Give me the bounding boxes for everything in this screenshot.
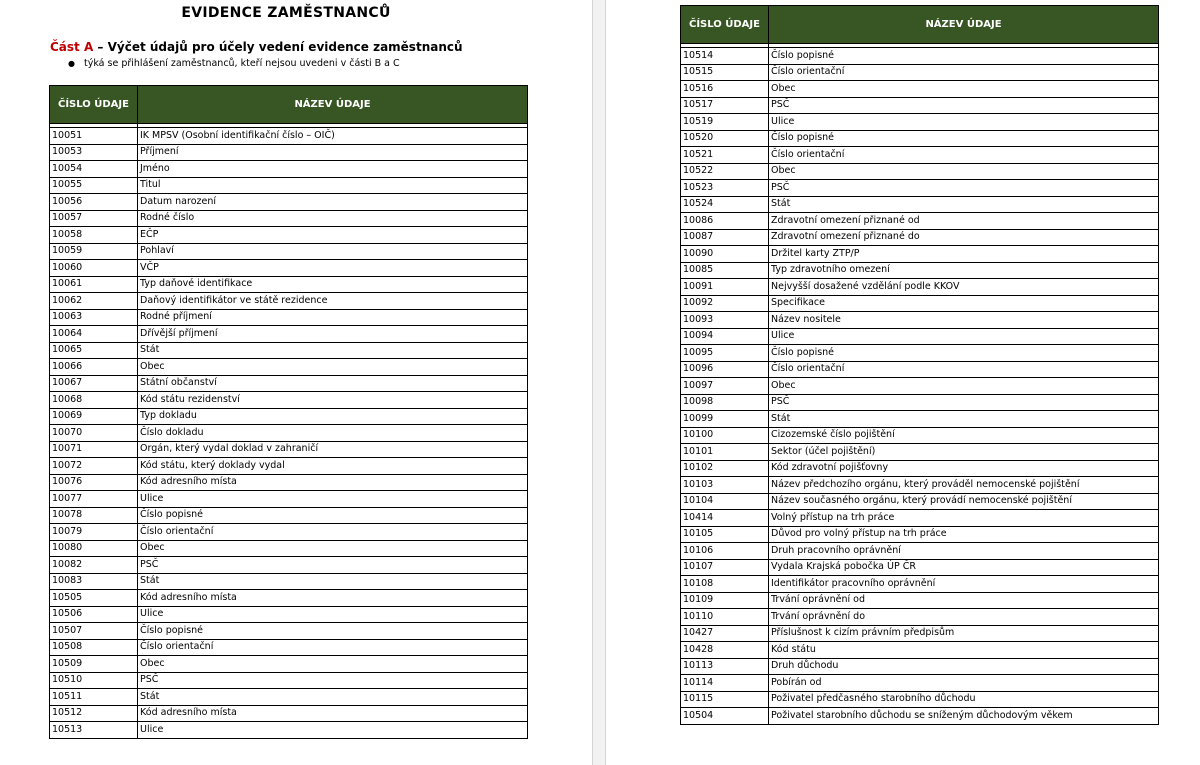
item-name: Stát (138, 689, 528, 706)
item-code: 10102 (681, 460, 769, 477)
table-row (681, 295, 1159, 312)
table-header-row (50, 86, 528, 124)
page-gutter (592, 0, 606, 765)
item-code: 10513 (50, 722, 138, 739)
item-name: Číslo popisné (138, 507, 528, 524)
item-code: 10427 (681, 625, 769, 642)
table-row (50, 573, 528, 590)
page-left (0, 0, 592, 765)
item-code: 10080 (50, 540, 138, 557)
item-code: 10067 (50, 375, 138, 392)
table-row (50, 392, 528, 409)
item-name: Kód státu, který doklady vydal (138, 458, 528, 475)
item-name: Obec (769, 378, 1159, 395)
item-code: 10103 (681, 477, 769, 494)
item-code: 10076 (50, 474, 138, 491)
item-code: 10092 (681, 295, 769, 312)
table-row (681, 97, 1159, 114)
table-row (681, 576, 1159, 593)
item-name: Sektor (účel pojištění) (769, 444, 1159, 461)
table-row (681, 394, 1159, 411)
item-name: Číslo orientační (769, 64, 1159, 81)
table-row (681, 427, 1159, 444)
item-name: Ulice (138, 722, 528, 739)
item-code: 10428 (681, 642, 769, 659)
item-code: 10066 (50, 359, 138, 376)
table-row (681, 625, 1159, 642)
item-code: 10082 (50, 557, 138, 574)
table-body-right (681, 44, 1159, 725)
item-name: Název současného orgánu, který provádí nemocenské pojištění (769, 493, 1159, 510)
table-row (50, 606, 528, 623)
table-row (681, 246, 1159, 263)
item-code: 10509 (50, 656, 138, 673)
table-row (50, 672, 528, 689)
table-row (681, 526, 1159, 543)
item-name: Kód zdravotní pojišťovny (769, 460, 1159, 477)
item-code: 10104 (681, 493, 769, 510)
item-code: 10523 (681, 180, 769, 197)
item-code: 10106 (681, 543, 769, 560)
bullet-note (68, 58, 400, 69)
item-code: 10504 (681, 708, 769, 725)
table-row (50, 425, 528, 442)
table-row (681, 48, 1159, 65)
table-row (50, 375, 528, 392)
item-name: Dřívější příjmení (138, 326, 528, 343)
table-row (681, 708, 1159, 725)
item-code: 10516 (681, 81, 769, 98)
table-row (681, 378, 1159, 395)
column-header-name: NÁZEV ÚDAJE (769, 6, 1159, 44)
item-name: Nejvyšší dosažené vzdělání podle KKOV (769, 279, 1159, 296)
item-code: 10521 (681, 147, 769, 164)
table-part-a (49, 85, 528, 739)
table-row (681, 493, 1159, 510)
item-code: 10520 (681, 130, 769, 147)
table-row (681, 81, 1159, 98)
item-name: Ulice (138, 491, 528, 508)
table-row (50, 293, 528, 310)
item-code: 10054 (50, 161, 138, 178)
item-code: 10095 (681, 345, 769, 362)
table-row (50, 326, 528, 343)
table-row (50, 227, 528, 244)
item-name: Stát (769, 196, 1159, 213)
item-name: Rodné příjmení (138, 309, 528, 326)
table-row (50, 359, 528, 376)
table-row (50, 722, 528, 739)
table-row (681, 180, 1159, 197)
item-name: Příjmení (138, 144, 528, 161)
table-row (681, 411, 1159, 428)
item-name: Číslo popisné (769, 48, 1159, 65)
item-code: 10114 (681, 675, 769, 692)
table-row (50, 177, 528, 194)
section-label: Část A (50, 40, 94, 54)
table-row (50, 243, 528, 260)
table-row (681, 592, 1159, 609)
item-name: Důvod pro volný přístup na trh práce (769, 526, 1159, 543)
item-code: 10063 (50, 309, 138, 326)
item-code: 10064 (50, 326, 138, 343)
table-row (50, 128, 528, 145)
item-name: Datum narození (138, 194, 528, 211)
table-row (681, 477, 1159, 494)
item-name: Číslo dokladu (138, 425, 528, 442)
item-name: Obec (769, 163, 1159, 180)
table-row (681, 642, 1159, 659)
item-code: 10071 (50, 441, 138, 458)
item-name: Kód adresního místa (138, 590, 528, 607)
item-name: Typ daňové identifikace (138, 276, 528, 293)
table-row (50, 507, 528, 524)
item-code: 10101 (681, 444, 769, 461)
section-heading (50, 40, 463, 54)
item-code: 10107 (681, 559, 769, 576)
item-code: 10512 (50, 705, 138, 722)
table-row (681, 658, 1159, 675)
item-name: Stát (138, 342, 528, 359)
item-name: Číslo orientační (138, 524, 528, 541)
item-code: 10505 (50, 590, 138, 607)
item-code: 10522 (681, 163, 769, 180)
table-header-row (681, 6, 1159, 44)
item-code: 10061 (50, 276, 138, 293)
item-name: Číslo orientační (769, 147, 1159, 164)
table-row (681, 213, 1159, 230)
table-row (681, 510, 1159, 527)
table-row (681, 147, 1159, 164)
item-name: Název nositele (769, 312, 1159, 329)
item-name: EČP (138, 227, 528, 244)
table-row (50, 705, 528, 722)
item-code: 10059 (50, 243, 138, 260)
item-name: PSČ (769, 394, 1159, 411)
table-row (50, 144, 528, 161)
item-code: 10515 (681, 64, 769, 81)
table-row (50, 557, 528, 574)
table-row (681, 543, 1159, 560)
item-code: 10068 (50, 392, 138, 409)
item-name: Státní občanství (138, 375, 528, 392)
item-name: Ulice (769, 328, 1159, 345)
item-code: 10065 (50, 342, 138, 359)
item-code: 10086 (681, 213, 769, 230)
item-code: 10056 (50, 194, 138, 211)
item-code: 10078 (50, 507, 138, 524)
table-row (50, 590, 528, 607)
table-row (50, 524, 528, 541)
item-name: Daňový identifikátor ve státě rezidence (138, 293, 528, 310)
item-name: Číslo popisné (769, 345, 1159, 362)
item-name: Ulice (769, 114, 1159, 131)
item-code: 10055 (50, 177, 138, 194)
item-name: Identifikátor pracovního oprávnění (769, 576, 1159, 593)
item-name: Kód státu (769, 642, 1159, 659)
item-name: Číslo popisné (769, 130, 1159, 147)
table-row (50, 194, 528, 211)
item-code: 10093 (681, 312, 769, 329)
item-name: PSČ (769, 97, 1159, 114)
bullet-text: týká se přihlášení zaměstnanců, kteří nejsou uvedeni v části B a C (84, 58, 400, 69)
table-body-left (50, 124, 528, 739)
item-name: Orgán, který vydal doklad v zahraničí (138, 441, 528, 458)
section-title: Výčet údajů pro účely vedení evidence zaměstnanců (107, 40, 463, 54)
table-row (50, 458, 528, 475)
item-code: 10062 (50, 293, 138, 310)
item-name: Druh pracovního oprávnění (769, 543, 1159, 560)
table-row (50, 408, 528, 425)
table-row (50, 540, 528, 557)
item-code: 10524 (681, 196, 769, 213)
item-name: PSČ (138, 672, 528, 689)
item-name: PSČ (769, 180, 1159, 197)
table-row (681, 64, 1159, 81)
item-code: 10510 (50, 672, 138, 689)
item-name: Typ dokladu (138, 408, 528, 425)
item-name: Vydala Krajská pobočka ÚP ČR (769, 559, 1159, 576)
item-name: Pohlaví (138, 243, 528, 260)
item-code: 10072 (50, 458, 138, 475)
table-row (50, 491, 528, 508)
item-code: 10113 (681, 658, 769, 675)
item-code: 10110 (681, 609, 769, 626)
item-code: 10517 (681, 97, 769, 114)
table-row (681, 675, 1159, 692)
item-name: Volný přístup na trh práce (769, 510, 1159, 527)
table-row (681, 229, 1159, 246)
table-row (50, 474, 528, 491)
item-code: 10090 (681, 246, 769, 263)
item-code: 10091 (681, 279, 769, 296)
item-name: Zdravotní omezení přiznané od (769, 213, 1159, 230)
item-name: PSČ (138, 557, 528, 574)
item-code: 10414 (681, 510, 769, 527)
item-name: Kód adresního místa (138, 705, 528, 722)
item-code: 10514 (681, 48, 769, 65)
item-name: Obec (769, 81, 1159, 98)
table-row (681, 130, 1159, 147)
table-row (681, 559, 1159, 576)
section-dash: – (93, 40, 108, 54)
item-name: Trvání oprávnění do (769, 609, 1159, 626)
item-name: Ulice (138, 606, 528, 623)
item-name: Jméno (138, 161, 528, 178)
item-code: 10097 (681, 378, 769, 395)
item-name: Titul (138, 177, 528, 194)
item-name: IK MPSV (Osobní identifikační číslo – OIČ) (138, 128, 528, 145)
item-code: 10506 (50, 606, 138, 623)
item-code: 10083 (50, 573, 138, 590)
table-row (50, 161, 528, 178)
item-code: 10507 (50, 623, 138, 640)
table-part-a-continued (680, 5, 1159, 725)
item-name: Kód adresního místa (138, 474, 528, 491)
item-name: Číslo orientační (138, 639, 528, 656)
item-name: Trvání oprávnění od (769, 592, 1159, 609)
item-code: 10115 (681, 691, 769, 708)
item-code: 10051 (50, 128, 138, 145)
item-code: 10085 (681, 262, 769, 279)
table-row (681, 328, 1159, 345)
item-name: Obec (138, 656, 528, 673)
table-row (681, 114, 1159, 131)
table-row (681, 262, 1159, 279)
table-row (50, 276, 528, 293)
item-name: VČP (138, 260, 528, 277)
table-row (681, 279, 1159, 296)
item-code: 10096 (681, 361, 769, 378)
table-row (50, 309, 528, 326)
item-code: 10087 (681, 229, 769, 246)
item-code: 10109 (681, 592, 769, 609)
item-name: Kód státu rezidenství (138, 392, 528, 409)
item-name: Zdravotní omezení přiznané do (769, 229, 1159, 246)
item-name: Pobírán od (769, 675, 1159, 692)
item-name: Poživatel předčasného starobního důchodu (769, 691, 1159, 708)
item-code: 10079 (50, 524, 138, 541)
item-name: Cizozemské číslo pojištění (769, 427, 1159, 444)
item-name: Obec (138, 540, 528, 557)
item-code: 10108 (681, 576, 769, 593)
item-code: 10057 (50, 210, 138, 227)
item-code: 10053 (50, 144, 138, 161)
item-code: 10058 (50, 227, 138, 244)
item-code: 10511 (50, 689, 138, 706)
item-name: Název předchozího orgánu, který prováděl nemocenské pojištění (769, 477, 1159, 494)
item-name: Obec (138, 359, 528, 376)
column-header-code: ČÍSLO ÚDAJE (50, 86, 138, 124)
column-header-code: ČÍSLO ÚDAJE (681, 6, 769, 44)
bullet-icon: ● (68, 59, 75, 68)
table-row (681, 345, 1159, 362)
table-row (50, 689, 528, 706)
item-code: 10077 (50, 491, 138, 508)
table-row (50, 210, 528, 227)
table-row (50, 342, 528, 359)
table-row (50, 639, 528, 656)
item-code: 10060 (50, 260, 138, 277)
table-row (50, 623, 528, 640)
table-row (681, 163, 1159, 180)
item-code: 10070 (50, 425, 138, 442)
document-title: EVIDENCE ZAMĚSTNANCŮ (181, 5, 391, 21)
item-code: 10508 (50, 639, 138, 656)
table-row (681, 444, 1159, 461)
table-row (681, 460, 1159, 477)
table-row (50, 260, 528, 277)
item-code: 10105 (681, 526, 769, 543)
column-header-name: NÁZEV ÚDAJE (138, 86, 528, 124)
item-name: Držitel karty ZTP/P (769, 246, 1159, 263)
item-name: Číslo popisné (138, 623, 528, 640)
table-row (681, 196, 1159, 213)
item-code: 10100 (681, 427, 769, 444)
item-code: 10519 (681, 114, 769, 131)
item-name: Příslušnost k cizím právním předpisům (769, 625, 1159, 642)
item-name: Stát (769, 411, 1159, 428)
table-row (681, 361, 1159, 378)
table-row (681, 609, 1159, 626)
item-name: Specifikace (769, 295, 1159, 312)
item-name: Typ zdravotního omezení (769, 262, 1159, 279)
table-row (50, 441, 528, 458)
table-row (50, 656, 528, 673)
item-name: Rodné číslo (138, 210, 528, 227)
item-name: Poživatel starobního důchodu se sníženým důchodovým věkem (769, 708, 1159, 725)
item-name: Stát (138, 573, 528, 590)
table-row (681, 691, 1159, 708)
item-name: Číslo orientační (769, 361, 1159, 378)
item-name: Druh důchodu (769, 658, 1159, 675)
item-code: 10098 (681, 394, 769, 411)
item-code: 10069 (50, 408, 138, 425)
table-row (681, 312, 1159, 329)
item-code: 10094 (681, 328, 769, 345)
item-code: 10099 (681, 411, 769, 428)
